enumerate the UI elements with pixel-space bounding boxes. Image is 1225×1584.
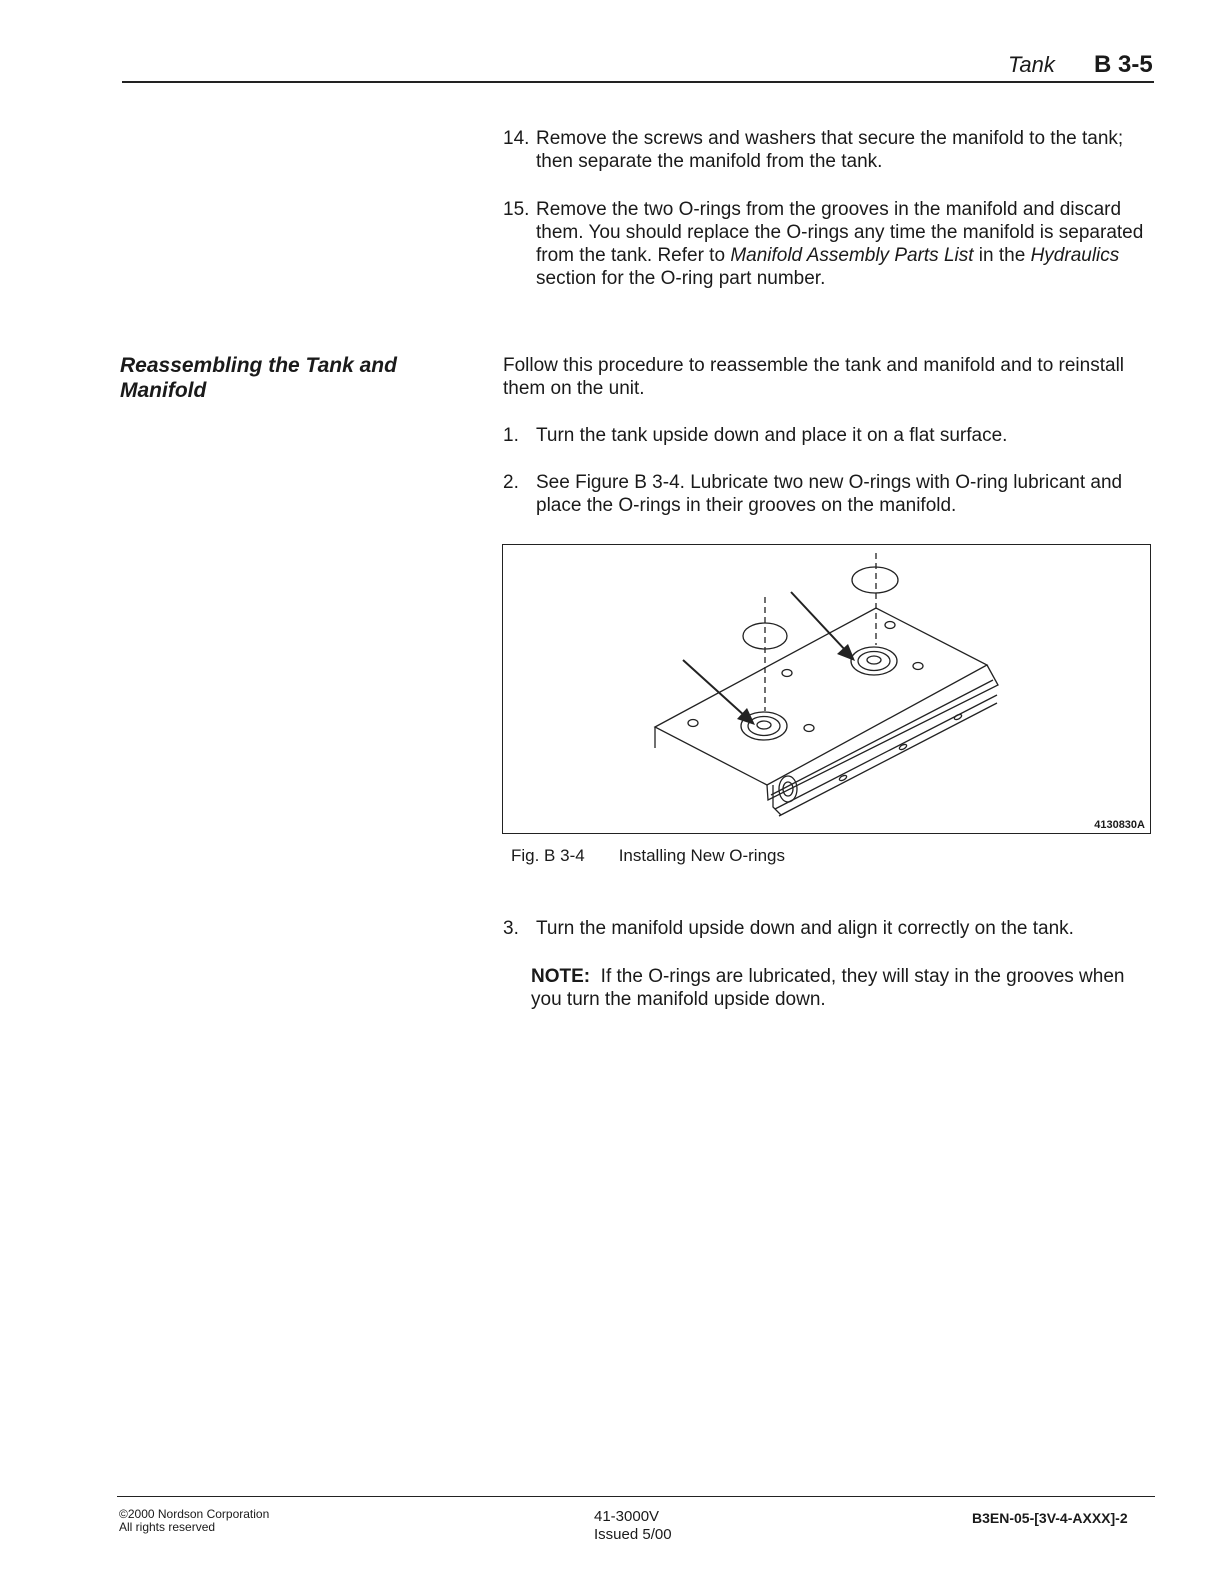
note <box>531 965 1131 1011</box>
step-number: 1. <box>503 425 519 446</box>
step-2 <box>503 471 1143 517</box>
manifold-illustration <box>503 545 1150 833</box>
step-3 <box>503 917 1163 940</box>
footer-code: B3EN-05-[3V-4-AXXX]-2 <box>972 1510 1128 1526</box>
note-label: NOTE: <box>531 966 591 987</box>
page-number: B 3-5 <box>1094 51 1153 78</box>
figure-id: 4130830A <box>1094 819 1145 831</box>
hydraulics-reference: Hydraulics <box>1030 245 1120 266</box>
step-text: Turn the tank upside down and place it on a flat surface. <box>536 425 1008 446</box>
note-text: If the O-rings are lubricated, they will stay in the grooves when you turn the manifold upside down. <box>531 966 1125 1010</box>
step-number: 14. <box>503 128 530 149</box>
footer-rule <box>117 1496 1155 1497</box>
section-heading: Reassembling the Tank and Manifold <box>120 354 397 402</box>
rights-text: All rights reserved <box>119 1520 216 1534</box>
intro-paragraph: Follow this procedure to reassemble the tank and manifold and to reinstall them on the unit. <box>503 355 1125 399</box>
step-text: See Figure B 3-4. Lubricate two new O-rings with O-ring lubricant and place the O-rings in their grooves on the manifold. <box>536 472 1123 516</box>
figure-caption <box>511 846 785 866</box>
step-text: Turn the manifold upside down and align it correctly on the tank. <box>536 918 1074 939</box>
figure-label: Fig. B 3-4 <box>511 846 585 865</box>
step-number: 3. <box>503 918 519 939</box>
figure-frame <box>502 544 1151 834</box>
copyright-text: ©2000 Nordson Corporation <box>119 1507 270 1521</box>
figure-title: Installing New O-rings <box>618 846 785 865</box>
step-14 <box>503 127 1163 173</box>
step-text: Remove the screws and washers that secure the manifold to the tank; then separate the manifold from the tank. <box>536 128 1124 172</box>
step-number: 15. <box>503 199 530 220</box>
header-rule <box>122 81 1154 83</box>
step-text: Remove the two O-rings from the grooves in the manifold and discard them. You should replace the O-rings any time the manifold is separated from the tank. Refer to Manifold Assembly Parts List in the Hydraulics section for the O-ring part number. <box>536 199 1144 289</box>
step-number: 2. <box>503 472 519 493</box>
step-15 <box>503 198 1163 290</box>
section-title: Tank <box>1008 52 1055 77</box>
footer-doc-info <box>594 1508 672 1544</box>
parts-list-reference: Manifold Assembly Parts List <box>730 245 974 266</box>
issue-date: Issued 5/00 <box>594 1526 672 1543</box>
footer-copyright <box>119 1508 269 1534</box>
doc-number: 41-3000V <box>594 1508 660 1525</box>
step-1 <box>503 424 1163 447</box>
